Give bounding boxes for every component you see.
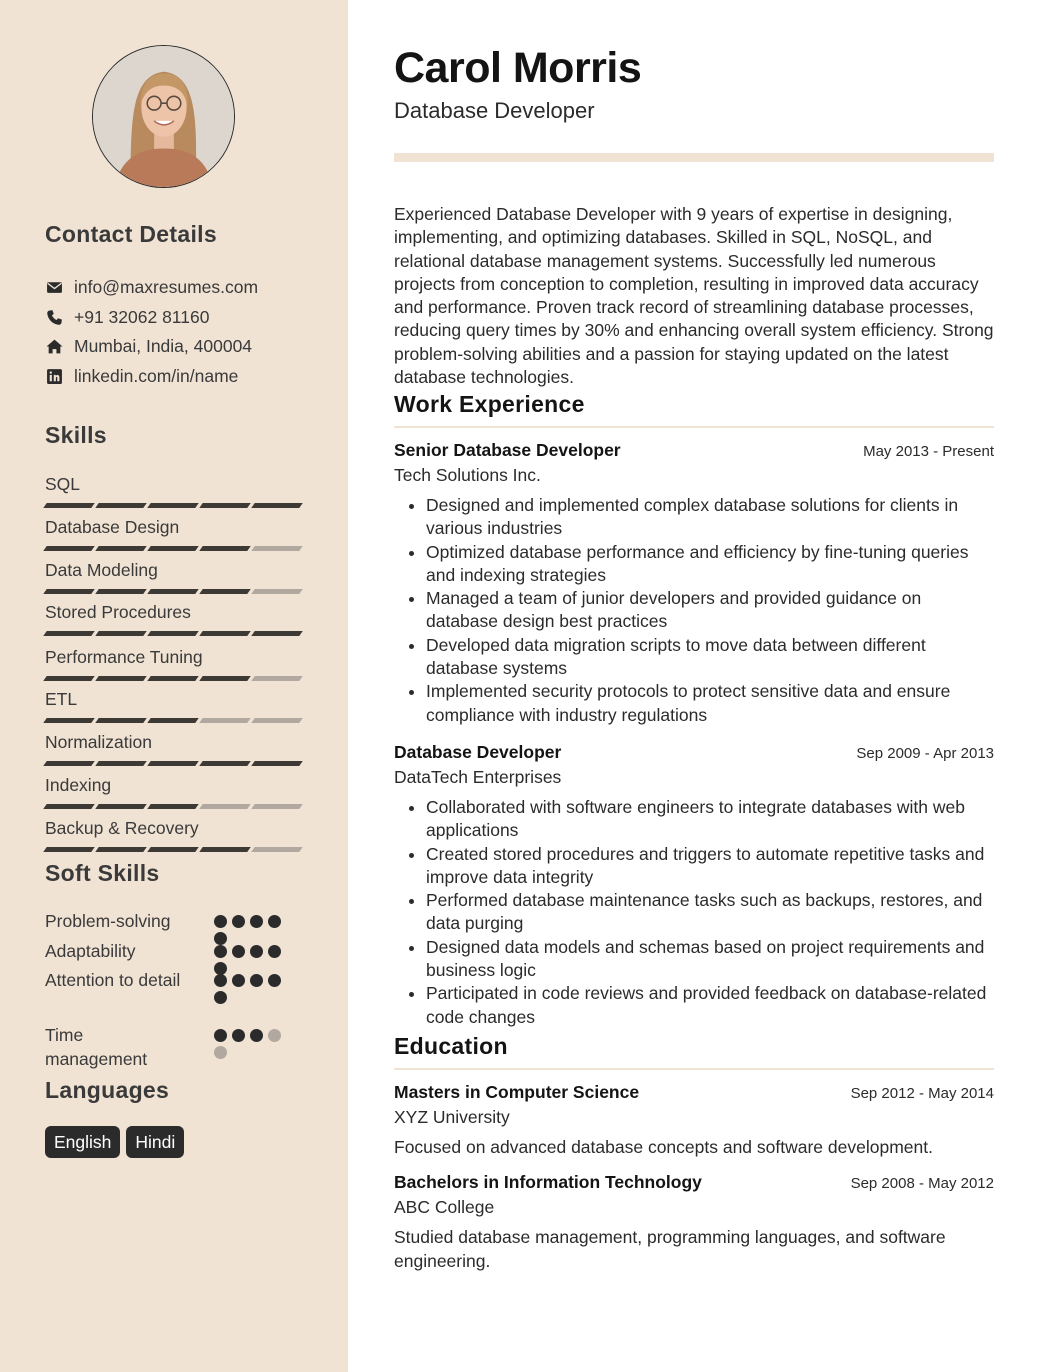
skill-rating-bar — [251, 546, 303, 551]
skill-item — [45, 688, 303, 723]
contact-email-text: info@maxresumes.com — [74, 276, 259, 297]
contact-linkedin-text: linkedin.com/in/name — [74, 365, 239, 386]
soft-skill-rating-dot — [214, 1046, 227, 1059]
skill-rating-bar — [147, 847, 199, 852]
skill-rating-bar — [251, 718, 303, 723]
job-bullet: • Participated in code reviews and provided feedback on database-related code changes — [426, 982, 994, 1029]
job-bullet: • Implemented security protocols to protect sensitive data and ensure compliance with industry regulations — [426, 680, 994, 727]
skill-rating-bar — [43, 503, 95, 508]
skill-rating — [45, 847, 303, 852]
skill-rating — [45, 676, 303, 681]
degree-description: Focused on advanced database concepts and software development. — [394, 1137, 933, 1157]
contact-phone-text: +91 32062 81160 — [74, 306, 210, 327]
job-entry — [394, 742, 994, 1029]
job-company: DataTech Enterprises — [394, 767, 562, 787]
skill-rating-bar — [199, 804, 251, 809]
degree-description: Studied database management, programming languages, and software engineering. — [394, 1227, 946, 1271]
soft-skill-item — [45, 940, 305, 964]
skill-item — [45, 601, 303, 636]
skill-rating-bar — [43, 761, 95, 766]
skill-rating-bar — [43, 589, 95, 594]
soft-skill-rating-dot — [268, 915, 281, 928]
education-entry — [394, 1172, 994, 1273]
contact-address — [45, 335, 252, 357]
skill-rating-bar — [43, 676, 95, 681]
job-bullet: • Created stored procedures and triggers to automate repetitive tasks and improve data integrity — [426, 843, 994, 890]
skill-rating-bar — [147, 718, 199, 723]
degree-title: Masters in Computer Science — [394, 1082, 640, 1102]
soft-skill-rating-dot — [232, 915, 245, 928]
email-icon — [45, 278, 63, 296]
skill-item — [45, 731, 303, 766]
job-dates: May 2013 - Present — [863, 443, 994, 460]
skill-label: Database Design — [45, 517, 180, 537]
candidate-role: Database Developer — [394, 98, 595, 123]
job-bullet: • Managed a team of junior developers and provided guidance on database design best practices — [426, 587, 994, 634]
skill-rating-bar — [147, 589, 199, 594]
job-bullet: • Collaborated with software engineers to integrate databases with web applications — [426, 796, 994, 843]
home-icon — [45, 337, 63, 355]
skill-rating-bar — [43, 804, 95, 809]
skill-rating-bar — [199, 503, 251, 508]
language-tag: Hindi — [126, 1126, 184, 1158]
skill-rating-bar — [147, 761, 199, 766]
skill-label: Data Modeling — [45, 560, 158, 580]
soft-skill-rating-dot — [214, 945, 227, 958]
candidate-name: Carol Morris — [394, 44, 642, 92]
skill-item — [45, 559, 303, 594]
job-entry — [394, 440, 994, 727]
school-name: ABC College — [394, 1197, 495, 1217]
work-heading: Work Experience — [394, 391, 585, 417]
soft-skill-rating — [214, 1029, 294, 1059]
skill-label: ETL — [45, 689, 78, 709]
languages-heading: Languages — [45, 1077, 170, 1103]
contact-email[interactable] — [45, 276, 258, 298]
skill-label: Performance Tuning — [45, 647, 203, 667]
education-heading: Education — [394, 1033, 508, 1059]
skill-rating-bar — [95, 589, 147, 594]
skill-rating-bar — [147, 546, 199, 551]
soft-skills-heading: Soft Skills — [45, 860, 160, 886]
skill-item — [45, 646, 303, 681]
summary-text: Experienced Database Developer with 9 years of expertise in designing, implementing, and optimizing databases. Skilled in SQL, NoSQL, and relational database management systems. Successfully led numerous projects from conception to completion, resulting in improved data accuracy and performance. Proven track record of streamlining database processes, reducing query times by 30% and enhancing overall system efficiency. Strong problem-solving abilities and a passion for staying updated on the latest database technologies. — [394, 204, 994, 388]
skill-rating-bar — [199, 761, 251, 766]
languages-list — [45, 1126, 184, 1158]
soft-skill-rating-dot — [214, 1029, 227, 1042]
soft-skill-rating-dot — [214, 974, 227, 987]
education-divider — [394, 1068, 994, 1070]
skill-label: Indexing — [45, 775, 112, 795]
soft-skill-label: Time management — [45, 1025, 148, 1069]
phone-icon — [45, 308, 63, 326]
skill-rating-bar — [95, 847, 147, 852]
header-divider — [394, 153, 994, 162]
profile-photo — [93, 46, 234, 187]
skill-rating-bar — [95, 631, 147, 636]
soft-skill-rating-dot — [232, 945, 245, 958]
job-bullet: • Performed database maintenance tasks such as backups, restores, and data purging — [426, 889, 994, 936]
skill-rating-bar — [251, 631, 303, 636]
job-title: Senior Database Developer — [394, 440, 621, 460]
soft-skill-rating-dot — [232, 974, 245, 987]
skill-rating-bar — [199, 589, 251, 594]
degree-dates: Sep 2012 - May 2014 — [850, 1085, 994, 1102]
soft-skill-rating-dot — [250, 915, 263, 928]
contact-address-text: Mumbai, India, 400004 — [74, 335, 253, 356]
skill-rating-bar — [251, 847, 303, 852]
contact-heading: Contact Details — [45, 221, 217, 247]
skill-rating-bar — [199, 546, 251, 551]
skill-rating-bar — [95, 503, 147, 508]
contact-phone[interactable] — [45, 306, 209, 328]
soft-skill-rating-dot — [250, 974, 263, 987]
soft-skill-label: Problem-solving — [45, 911, 171, 931]
degree-title: Bachelors in Information Technology — [394, 1172, 702, 1192]
job-company: Tech Solutions Inc. — [394, 465, 541, 485]
skill-rating — [45, 503, 303, 508]
job-bullet: • Designed data models and schemas based on project requirements and business logic — [426, 936, 994, 983]
skill-rating — [45, 804, 303, 809]
skill-rating-bar — [95, 676, 147, 681]
skill-rating-bar — [251, 676, 303, 681]
job-bullets — [394, 796, 994, 1029]
education-entry — [394, 1082, 994, 1160]
work-divider — [394, 426, 994, 428]
soft-skill-rating-dot — [268, 974, 281, 987]
skill-rating — [45, 546, 303, 551]
skill-label: Stored Procedures — [45, 602, 191, 622]
skill-rating-bar — [199, 631, 251, 636]
job-bullet: • Optimized database performance and efficiency by fine-tuning queries and indexing strategies — [426, 541, 994, 588]
skill-rating-bar — [251, 761, 303, 766]
skill-rating — [45, 589, 303, 594]
soft-skill-rating-dot — [250, 1029, 263, 1042]
soft-skill-rating-dot — [214, 991, 227, 1004]
language-tag: English — [45, 1126, 120, 1158]
skill-rating-bar — [251, 589, 303, 594]
skill-item — [45, 473, 303, 508]
job-bullet: • Developed data migration scripts to move data between different database systems — [426, 634, 994, 681]
job-dates: Sep 2009 - Apr 2013 — [856, 745, 994, 762]
linkedin-icon — [45, 367, 63, 385]
skill-rating-bar — [199, 847, 251, 852]
skill-rating-bar — [95, 761, 147, 766]
job-bullet: • Designed and implemented complex database solutions for clients in various industries — [426, 494, 994, 541]
skill-rating-bar — [43, 631, 95, 636]
skill-rating-bar — [95, 718, 147, 723]
soft-skill-rating-dot — [214, 915, 227, 928]
skill-rating-bar — [95, 546, 147, 551]
soft-skill-rating-dot — [250, 945, 263, 958]
skill-rating-bar — [199, 676, 251, 681]
skill-rating — [45, 761, 303, 766]
soft-skill-label: Adaptability — [45, 941, 136, 961]
skill-item — [45, 817, 303, 852]
skill-rating-bar — [43, 718, 95, 723]
degree-dates: Sep 2008 - May 2012 — [850, 1175, 994, 1192]
school-name: XYZ University — [394, 1107, 510, 1127]
soft-skill-item — [45, 969, 305, 993]
skill-rating-bar — [147, 676, 199, 681]
sidebar — [0, 0, 348, 1372]
skill-rating-bar — [147, 804, 199, 809]
soft-skill-rating-dot — [268, 1029, 281, 1042]
skills-heading: Skills — [45, 422, 107, 448]
skill-label: SQL — [45, 474, 81, 494]
avatar — [92, 45, 235, 188]
soft-skill-rating-dot — [232, 1029, 245, 1042]
skill-rating-bar — [43, 847, 95, 852]
soft-skill-item — [45, 910, 305, 934]
contact-linkedin[interactable] — [45, 365, 238, 387]
soft-skill-rating-dot — [268, 945, 281, 958]
skill-rating-bar — [43, 546, 95, 551]
skill-rating-bar — [147, 503, 199, 508]
skill-rating-bar — [95, 804, 147, 809]
skill-label: Normalization — [45, 732, 152, 752]
skill-label: Backup & Recovery — [45, 818, 199, 838]
skill-rating-bar — [147, 631, 199, 636]
skill-item — [45, 516, 303, 551]
skill-item — [45, 774, 303, 809]
job-title: Database Developer — [394, 742, 562, 762]
job-bullets — [394, 494, 994, 727]
skill-rating-bar — [199, 718, 251, 723]
skill-rating-bar — [251, 503, 303, 508]
skill-rating — [45, 718, 303, 723]
soft-skill-item — [45, 1024, 305, 1071]
soft-skill-label: Attention to detail — [45, 970, 181, 990]
skill-rating-bar — [251, 804, 303, 809]
soft-skill-rating — [214, 974, 294, 1004]
skill-rating — [45, 631, 303, 636]
